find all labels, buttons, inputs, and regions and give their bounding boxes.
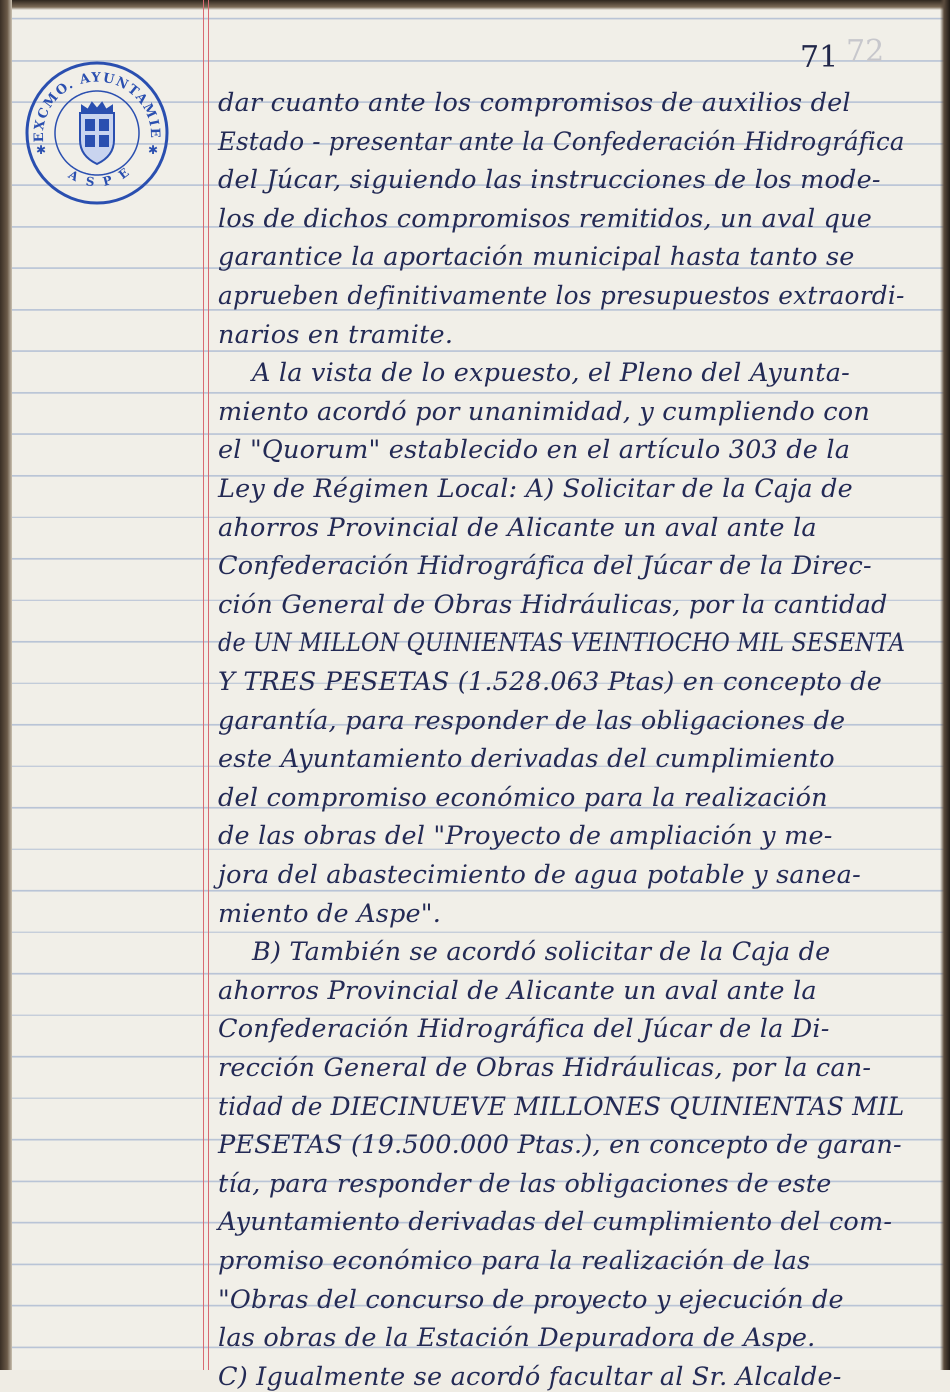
stamp-ring-text: EXCMO. AYUNTAMIE	[31, 70, 163, 143]
stamp-seal	[22, 58, 172, 208]
stamp-bottom-text: A S P E	[66, 163, 134, 190]
text-line: miento de Aspe".	[218, 898, 442, 929]
text-line: Estado - presentar ante la Confederación Hidrográfica	[218, 126, 905, 157]
text-line: ción General de Obras Hidráulicas, por la cantidad	[218, 589, 888, 620]
text-line: Ley de Régimen Local: A) Solicitar de la Caja de	[218, 474, 853, 504]
text-line: de UN MILLON QUINIENTAS VEINTIOCHO MIL SESENTA	[218, 628, 906, 659]
text-line: jora del abastecimiento de agua potable y sanea-	[218, 860, 861, 890]
text-line: Y TRES PESETAS (1.528.063 Ptas) en concepto de	[218, 667, 883, 697]
text-line: C) Igualmente se acordó facultar al Sr. Alcalde-	[218, 1361, 842, 1392]
text-line: promiso económico para la realización de las	[218, 1246, 811, 1276]
page-edge-left	[0, 0, 12, 1370]
text-line: dar cuanto ante los compromisos de auxilios del	[218, 88, 851, 118]
text-line: garantía, para responder de las obligaciones de	[218, 705, 846, 736]
page-number-bleed-through: 72	[846, 34, 885, 69]
text-line: tía, para responder de las obligaciones de este	[218, 1168, 832, 1199]
text-line: Confederación Hidrográfica del Júcar de la Direc-	[218, 551, 872, 582]
text-line: de las obras del "Proyecto de ampliación y me-	[218, 821, 833, 852]
text-line: A la vista de lo expuesto, el Pleno del Ayunta-	[252, 358, 850, 389]
text-line: "Obras del concurso de proyecto y ejecución de	[218, 1284, 844, 1315]
text-line: del compromiso económico para la realización	[218, 782, 828, 813]
text-line: miento acordó por unanimidad, y cumpliendo con	[218, 396, 870, 427]
page-edge-top	[0, 0, 950, 10]
text-line: este Ayuntamiento derivadas del cumplimiento	[218, 744, 835, 775]
text-line: ahorros Provincial de Alicante un aval ante la	[218, 512, 817, 543]
text-line: los de dichos compromisos remitidos, un aval que	[218, 203, 873, 234]
text-line: el "Quorum" establecido en el artículo 303 de la	[218, 435, 851, 466]
text-line: Confederación Hidrográfica del Júcar de la Di-	[218, 1014, 830, 1045]
text-line: PESETAS (19.500.000 Ptas.), en concepto de garan-	[218, 1130, 902, 1161]
page-number: 71	[800, 40, 839, 75]
text-line: B) También se acordó solicitar de la Caja de	[252, 937, 831, 968]
text-line: garantice la aportación municipal hasta tanto se	[218, 242, 855, 273]
text-line: del Júcar, siguiendo las instrucciones de los mode-	[218, 165, 881, 196]
text-line: ahorros Provincial de Alicante un aval ante la	[218, 975, 817, 1006]
text-line: aprueben definitivamente los presupuestos extraordi-	[218, 281, 905, 311]
text-line: Ayuntamiento derivadas del cumplimiento del com-	[218, 1207, 893, 1238]
stamp-star-icon: ✱	[36, 143, 47, 157]
page-edge-right	[940, 0, 950, 1370]
stamp-star-icon: ✱	[148, 143, 159, 157]
text-line: narios en tramite.	[218, 319, 454, 350]
margin-line	[208, 0, 209, 1370]
svg-text:A S P E	[65, 164, 134, 190]
text-line: rección General de Obras Hidráulicas, por la can-	[218, 1053, 872, 1083]
text-line: tidad de DIECINUEVE MILLONES QUINIENTAS MIL	[218, 1091, 905, 1122]
coat-of-arms-icon	[80, 103, 114, 164]
municipal-stamp	[22, 58, 172, 208]
text-line: las obras de la Estación Depuradora de Aspe.	[218, 1323, 816, 1354]
margin-line	[203, 0, 204, 1370]
